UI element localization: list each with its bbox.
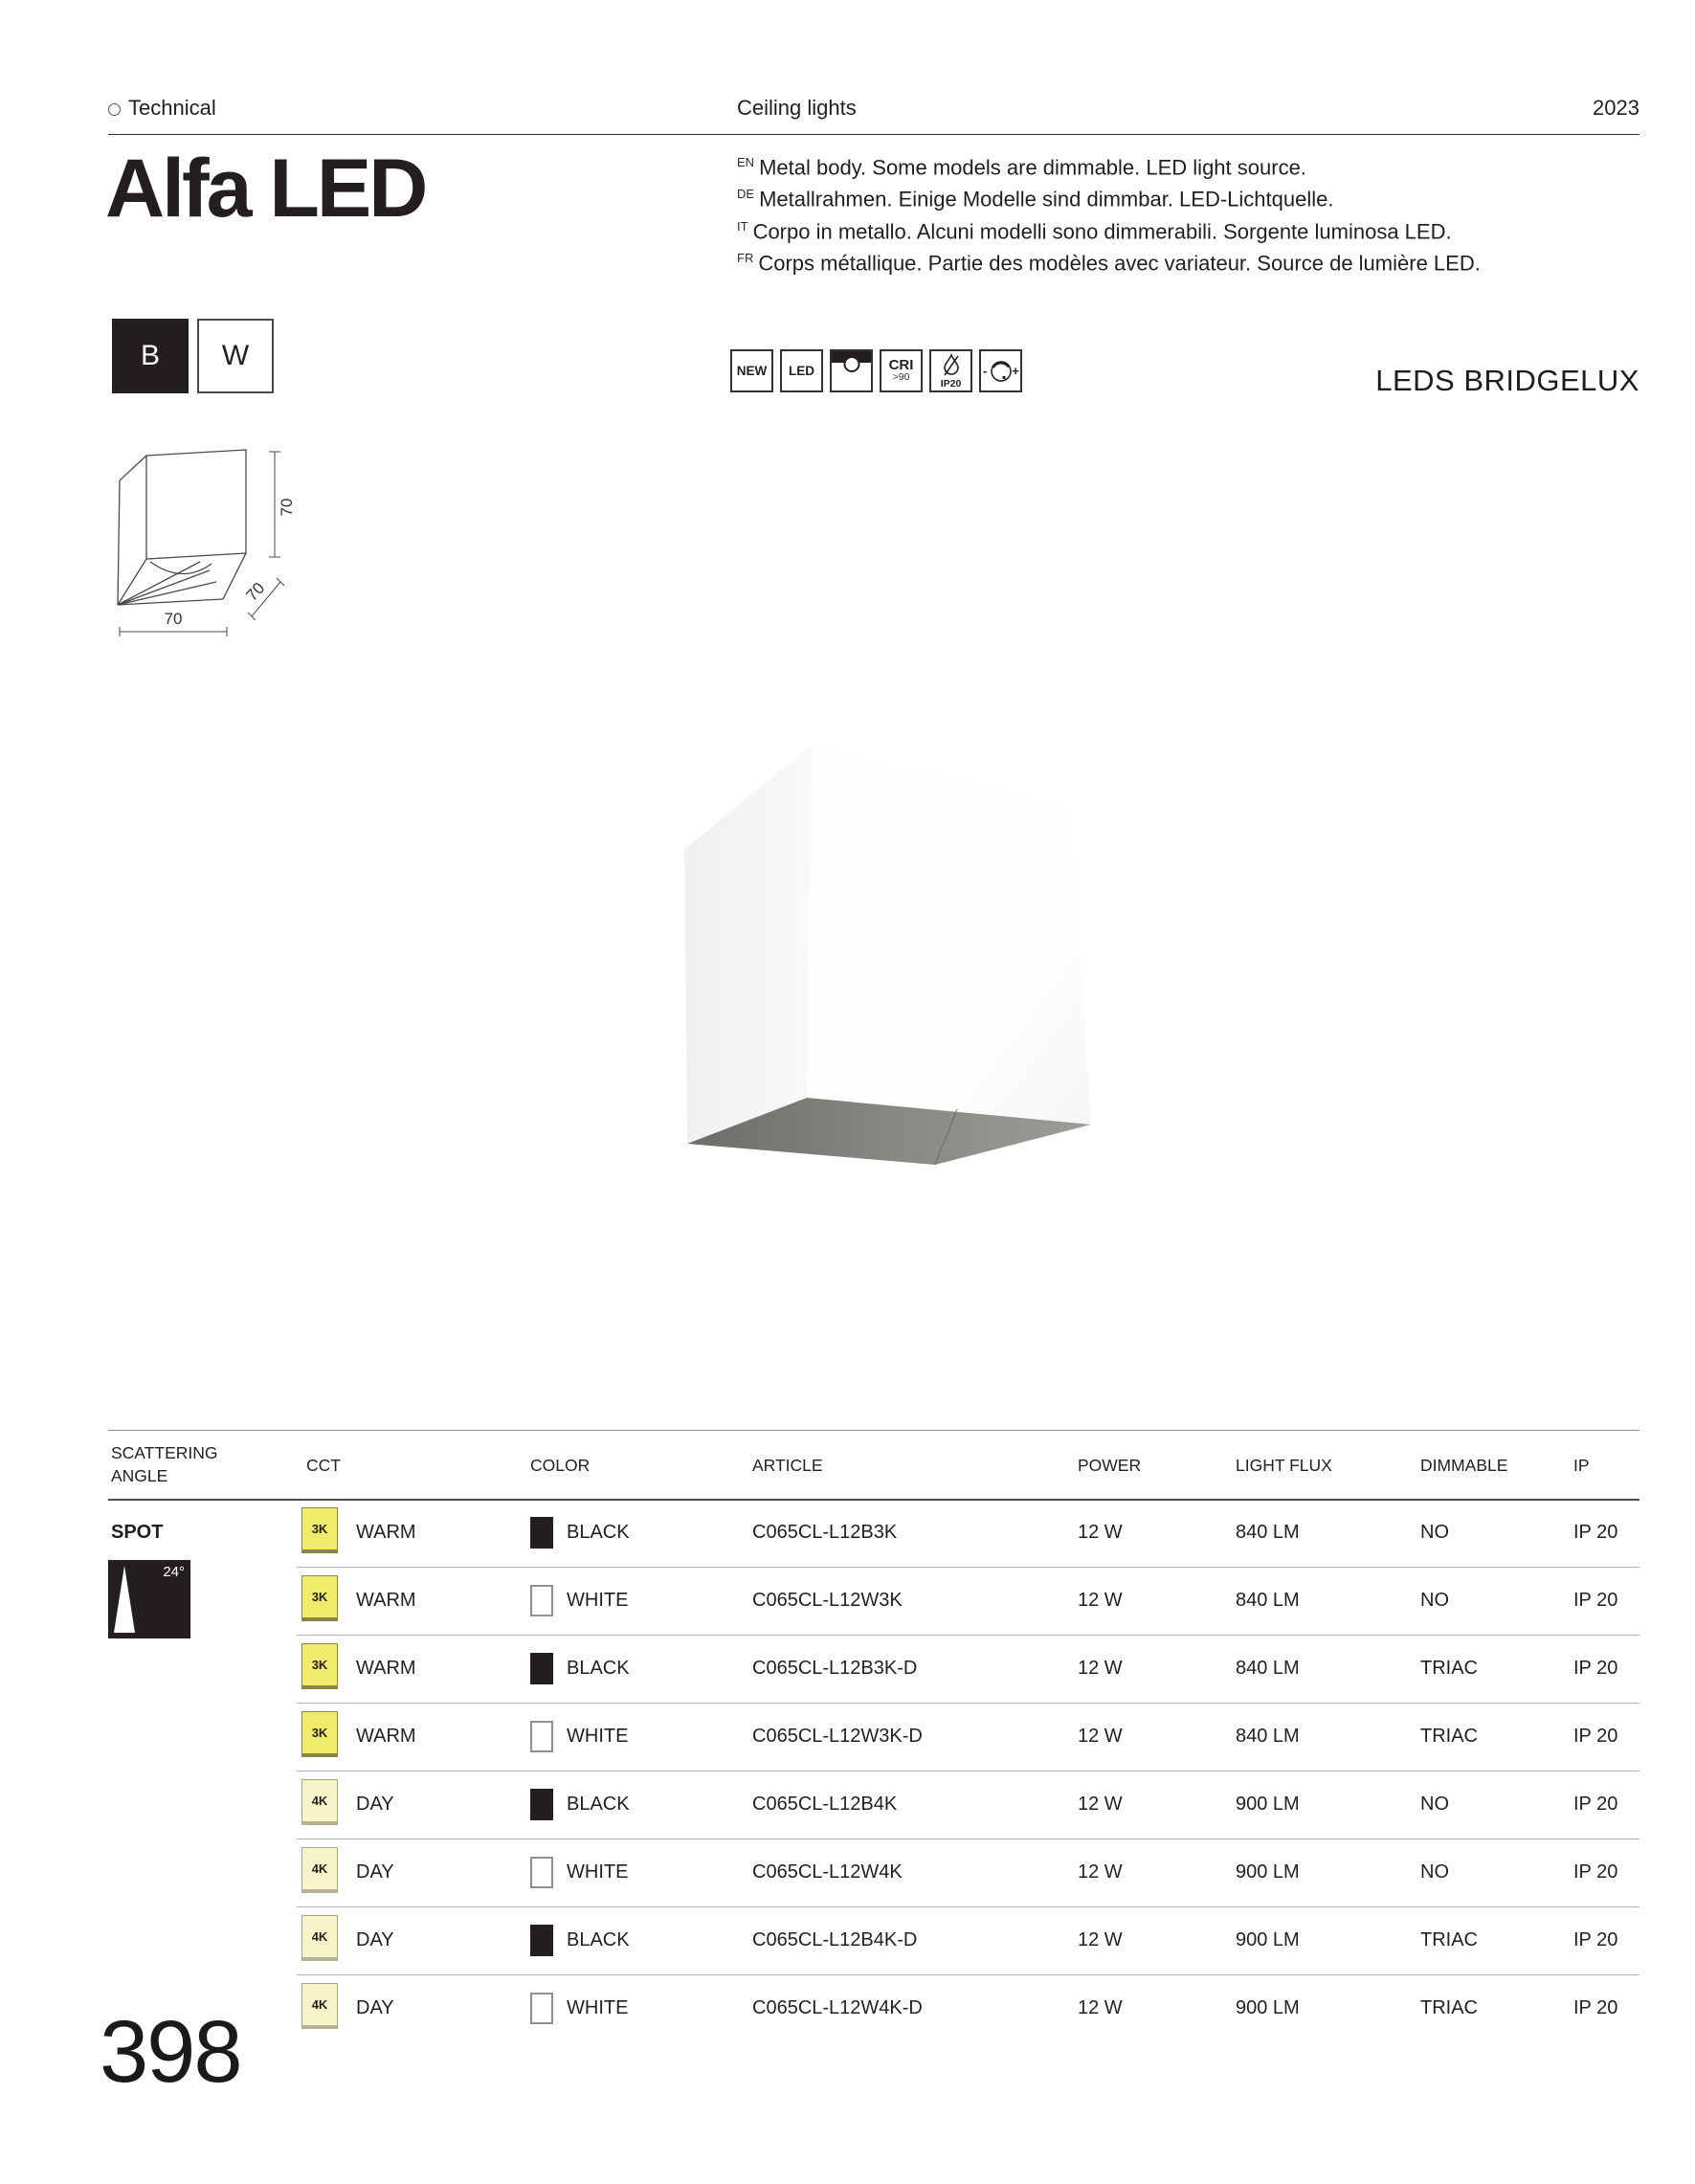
power-value: 12 W bbox=[1078, 1861, 1123, 1883]
group-label-spot: SPOT bbox=[111, 1522, 164, 1543]
cube-front-face bbox=[807, 745, 1091, 1125]
flux-value: 900 LM bbox=[1236, 1861, 1300, 1883]
cct-value: DAY bbox=[356, 1861, 394, 1883]
description-en bbox=[737, 149, 1481, 181]
cct-badge: 3K bbox=[301, 1507, 338, 1553]
dimmer-knob-icon bbox=[987, 357, 1015, 386]
lang-tag-en: EN bbox=[737, 155, 755, 169]
ip20-drop-icon bbox=[929, 349, 972, 392]
description-it bbox=[737, 213, 1481, 245]
col-header-flux: LIGHT FLUX bbox=[1236, 1456, 1332, 1475]
ceiling-mount-icon bbox=[830, 349, 873, 392]
color-swatch-white bbox=[530, 1857, 553, 1888]
col-scattering-line2: ANGLE bbox=[111, 1466, 168, 1485]
section-dot-icon bbox=[108, 103, 121, 116]
color-swatch-white bbox=[530, 1721, 553, 1752]
article-value: C065CL-L12B4K bbox=[752, 1794, 898, 1815]
description-de-text: Metallrahmen. Einige Modelle sind dimmbar. LED-Lichtquelle. bbox=[759, 187, 1334, 212]
description-de bbox=[737, 181, 1481, 212]
cct-value: DAY bbox=[356, 1997, 394, 2018]
col-header-color: COLOR bbox=[530, 1456, 591, 1475]
table-row bbox=[0, 1499, 1695, 1567]
flux-value: 840 LM bbox=[1236, 1726, 1300, 1747]
dimmer-minus: - bbox=[983, 363, 988, 378]
ceiling-fixture-dot bbox=[843, 356, 859, 372]
ip-value: IP 20 bbox=[1573, 1658, 1618, 1679]
cct-badge: 4K bbox=[301, 1915, 338, 1961]
table-row bbox=[0, 1771, 1695, 1839]
page-title: Alfa LED bbox=[105, 143, 426, 234]
lang-tag-de: DE bbox=[737, 187, 755, 202]
lang-tag-it: IT bbox=[737, 218, 748, 234]
dim-depth-label: 70 bbox=[242, 578, 269, 605]
power-value: 12 W bbox=[1078, 1794, 1123, 1815]
ip-value: IP 20 bbox=[1573, 1726, 1618, 1747]
power-value: 12 W bbox=[1078, 1929, 1123, 1950]
color-value: BLACK bbox=[567, 1522, 630, 1543]
dimmable-value: TRIAC bbox=[1420, 1997, 1478, 2018]
color-swatch-black bbox=[530, 1653, 553, 1684]
cri-badge bbox=[880, 349, 923, 392]
cct-badge: 3K bbox=[301, 1575, 338, 1621]
dimension-drawing bbox=[91, 440, 321, 651]
color-swatch-white bbox=[530, 1585, 553, 1616]
product-photo bbox=[660, 723, 1110, 1182]
col-header-article: ARTICLE bbox=[752, 1456, 823, 1475]
color-value: WHITE bbox=[567, 1590, 629, 1611]
table-row bbox=[0, 1974, 1695, 2042]
flux-value: 840 LM bbox=[1236, 1522, 1300, 1543]
article-value: C065CL-L12B4K-D bbox=[752, 1929, 918, 1950]
cct-value: WARM bbox=[356, 1726, 416, 1747]
cct-badge: 3K bbox=[301, 1643, 338, 1689]
color-value: WHITE bbox=[567, 1861, 629, 1883]
color-value: BLACK bbox=[567, 1658, 630, 1679]
lang-tag-fr: FR bbox=[737, 250, 754, 265]
new-badge-label: NEW bbox=[736, 364, 768, 378]
dim-height-label: 70 bbox=[278, 498, 296, 517]
col-header-power: POWER bbox=[1078, 1456, 1142, 1475]
color-value: BLACK bbox=[567, 1794, 630, 1815]
article-value: C065CL-L12B3K bbox=[752, 1522, 898, 1543]
flux-value: 900 LM bbox=[1236, 1794, 1300, 1815]
page-number: 398 bbox=[100, 2003, 241, 2101]
cct-value: WARM bbox=[356, 1590, 416, 1611]
dim-width-label: 70 bbox=[164, 610, 183, 628]
cct-badge: 3K bbox=[301, 1711, 338, 1757]
col-header-scattering-angle bbox=[111, 1441, 218, 1487]
description-fr bbox=[737, 245, 1481, 277]
header-divider bbox=[108, 134, 1639, 135]
dimmer-plus: + bbox=[1012, 363, 1019, 378]
category-label: Ceiling lights bbox=[737, 96, 857, 120]
table-row bbox=[0, 1703, 1695, 1771]
led-badge-label: LED bbox=[789, 364, 814, 378]
power-value: 12 W bbox=[1078, 1522, 1123, 1543]
color-value: BLACK bbox=[567, 1929, 630, 1950]
flux-value: 840 LM bbox=[1236, 1658, 1300, 1679]
dimmable-value: NO bbox=[1420, 1794, 1449, 1815]
article-value: C065CL-L12W4K bbox=[752, 1861, 903, 1883]
flux-value: 840 LM bbox=[1236, 1590, 1300, 1611]
led-badge bbox=[780, 349, 823, 392]
cct-value: WARM bbox=[356, 1658, 416, 1679]
leds-type-label: LEDS BRIDGELUX bbox=[1375, 364, 1639, 397]
description-it-text: Corpo in metallo. Alcuni modelli sono dimmerabili. Sorgente luminosa LED. bbox=[752, 218, 1452, 243]
flux-value: 900 LM bbox=[1236, 1929, 1300, 1950]
cct-value: DAY bbox=[356, 1929, 394, 1950]
year-label: 2023 bbox=[1593, 96, 1639, 120]
col-header-ip: IP bbox=[1573, 1456, 1590, 1475]
cri-label: CRI bbox=[888, 357, 914, 373]
dimmer-icon bbox=[979, 349, 1022, 392]
col-scattering-line1: SCATTERING bbox=[111, 1443, 218, 1462]
power-value: 12 W bbox=[1078, 1590, 1123, 1611]
breadcrumb-section bbox=[108, 96, 216, 121]
cct-badge: 4K bbox=[301, 1847, 338, 1893]
article-value: C065CL-L12W3K-D bbox=[752, 1726, 923, 1747]
ip-value: IP 20 bbox=[1573, 1794, 1618, 1815]
color-swatch-black bbox=[530, 1789, 553, 1820]
dimmable-value: NO bbox=[1420, 1861, 1449, 1883]
col-header-dimmable: DIMMABLE bbox=[1420, 1456, 1508, 1475]
cri-value: >90 bbox=[892, 371, 910, 383]
flux-value: 900 LM bbox=[1236, 1997, 1300, 2018]
color-value: WHITE bbox=[567, 1726, 629, 1747]
power-value: 12 W bbox=[1078, 1726, 1123, 1747]
cct-badge: 4K bbox=[301, 1779, 338, 1825]
table-row bbox=[0, 1906, 1695, 1974]
dimmable-value: NO bbox=[1420, 1590, 1449, 1611]
cct-badge: 4K bbox=[301, 1983, 338, 2029]
article-value: C065CL-L12B3K-D bbox=[752, 1658, 918, 1679]
dimmable-value: TRIAC bbox=[1420, 1726, 1478, 1747]
dimmable-value: TRIAC bbox=[1420, 1929, 1478, 1950]
product-descriptions bbox=[737, 149, 1481, 277]
description-en-text: Metal body. Some models are dimmable. LED light source. bbox=[759, 155, 1306, 180]
color-option-white: W bbox=[197, 319, 274, 393]
table-row bbox=[0, 1839, 1695, 1906]
table-row bbox=[0, 1635, 1695, 1703]
table-row bbox=[0, 1567, 1695, 1635]
description-fr-text: Corps métallique. Partie des modèles avec variateur. Source de lumière LED. bbox=[758, 251, 1481, 276]
water-drop-icon bbox=[940, 353, 963, 378]
feature-badges bbox=[730, 349, 1022, 392]
cct-value: WARM bbox=[356, 1522, 416, 1543]
ip20-label: IP20 bbox=[940, 378, 962, 390]
color-swatch-white bbox=[530, 1993, 553, 2024]
color-swatch-black bbox=[530, 1517, 553, 1549]
dimmable-value: TRIAC bbox=[1420, 1658, 1478, 1679]
power-value: 12 W bbox=[1078, 1997, 1123, 2018]
ip-value: IP 20 bbox=[1573, 1522, 1618, 1543]
article-value: C065CL-L12W4K-D bbox=[752, 1997, 923, 2018]
ip-value: IP 20 bbox=[1573, 1861, 1618, 1883]
power-value: 12 W bbox=[1078, 1658, 1123, 1679]
cct-value: DAY bbox=[356, 1794, 394, 1815]
col-header-cct: CCT bbox=[306, 1456, 341, 1475]
ip-value: IP 20 bbox=[1573, 1590, 1618, 1611]
new-badge bbox=[730, 349, 773, 392]
ip-value: IP 20 bbox=[1573, 1997, 1618, 2018]
article-value: C065CL-L12W3K bbox=[752, 1590, 903, 1611]
table-top-rule bbox=[108, 1430, 1639, 1431]
beam-angle-value: 24° bbox=[163, 1564, 185, 1580]
color-value: WHITE bbox=[567, 1997, 629, 2018]
cube-left-face bbox=[684, 745, 812, 1144]
dimmable-value: NO bbox=[1420, 1522, 1449, 1543]
color-option-black: B bbox=[112, 319, 189, 393]
color-swatch-black bbox=[530, 1925, 553, 1956]
section-label: Technical bbox=[128, 96, 216, 120]
ip-value: IP 20 bbox=[1573, 1929, 1618, 1950]
